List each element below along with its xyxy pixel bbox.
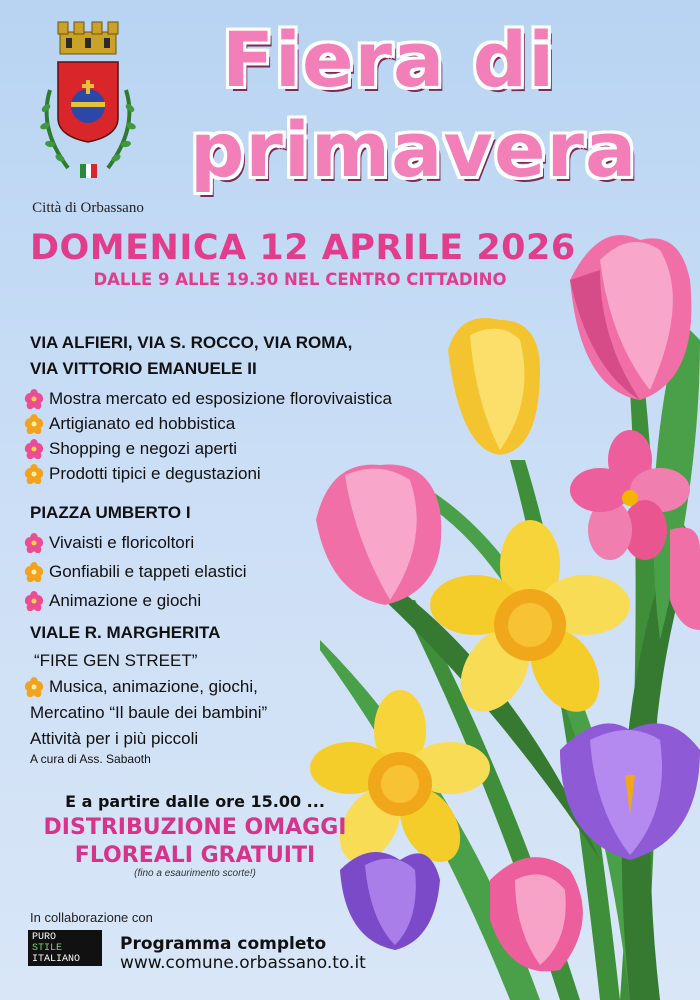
program-list-piazza (24, 530, 247, 613)
orange-flower-icon (24, 677, 44, 697)
yellow-tulip-icon (448, 318, 540, 455)
orange-flower-icon (24, 562, 44, 582)
list-item (24, 559, 247, 584)
list-item (24, 461, 392, 486)
section-title-viale: VIALE R. MARGHERITA (30, 623, 221, 642)
list-item-text: Gonfiabili e tappeti elastici (49, 562, 247, 581)
section-title-streets-line2: VIA VITTORIO EMANUELE II (30, 359, 257, 378)
list-item-text: Artigianato ed hobbistica (49, 414, 236, 433)
list-item (24, 588, 247, 613)
event-date: DOMENICA 12 APRILE 2026 (30, 228, 576, 268)
list-item-text: Vivaisti e floricoltori (49, 533, 195, 552)
list-item-text: Mostra mercato ed esposizione florovivaistica (49, 389, 392, 408)
pink-flower-icon (24, 439, 44, 459)
gift-headline-line1: DISTRIBUZIONE OMAGGI (43, 815, 347, 840)
collaboration-label: In collaborazione con (30, 910, 153, 925)
spring-flowers-illustration (300, 220, 700, 1000)
list-item-continuation: Attività per i più piccoli (30, 729, 199, 748)
city-crest (28, 18, 148, 188)
list-item-continuation: Mercatino “Il baule dei bambini” (30, 703, 268, 722)
event-title-line1: Fiera di (222, 15, 556, 104)
gift-note: (fino a esaurimento scorte!) (134, 868, 256, 879)
list-item-text: Animazione e giochi (49, 591, 202, 610)
website-url[interactable]: www.comune.orbassano.to.it (120, 953, 366, 973)
pink-flower-icon (24, 389, 44, 409)
program-list-streets (24, 386, 392, 486)
city-name: Città di Orbassano (32, 200, 144, 216)
organizer-credit: A cura di Ass. Sabaoth (30, 752, 151, 766)
orange-flower-icon (24, 464, 44, 484)
section-title-piazza: PIAZZA UMBERTO I (30, 503, 191, 522)
program-list-viale (24, 674, 258, 699)
list-item-text: Prodotti tipici e degustazioni (49, 464, 261, 483)
crown-icon (58, 22, 118, 54)
full-program-label: Programma completo (120, 934, 327, 954)
orange-flower-icon (24, 414, 44, 434)
list-item (24, 436, 392, 461)
list-item (24, 674, 258, 699)
pink-flower-icon (24, 591, 44, 611)
afternoon-intro: E a partire dalle ore 15.00 ... (65, 792, 325, 811)
list-item-text: Shopping e negozi aperti (49, 439, 238, 458)
event-title-line2: primavera (190, 105, 638, 194)
section-title-streets: VIA ALFIERI, VIA S. ROCCO, VIA ROMA, (30, 333, 353, 352)
gift-headline-line2: FLOREALI GRATUITI (74, 843, 316, 868)
pink-flower-icon (24, 533, 44, 553)
list-item (24, 386, 392, 411)
logo-text: ITALIANO (32, 954, 81, 965)
puro-stile-italiano-logo (28, 930, 102, 966)
event-time: DALLE 9 ALLE 19.30 NEL CENTRO CITTADINO (93, 270, 507, 289)
logo-text: PURO (32, 932, 57, 943)
list-item (24, 411, 392, 436)
list-item-text: Musica, animazione, giochi, (49, 677, 258, 696)
list-item (24, 530, 247, 555)
section-subtitle-fire-gen: “FIRE GEN STREET” (34, 651, 198, 670)
pink-tulip-icon (570, 235, 691, 400)
logo-text: STILE (32, 943, 63, 954)
